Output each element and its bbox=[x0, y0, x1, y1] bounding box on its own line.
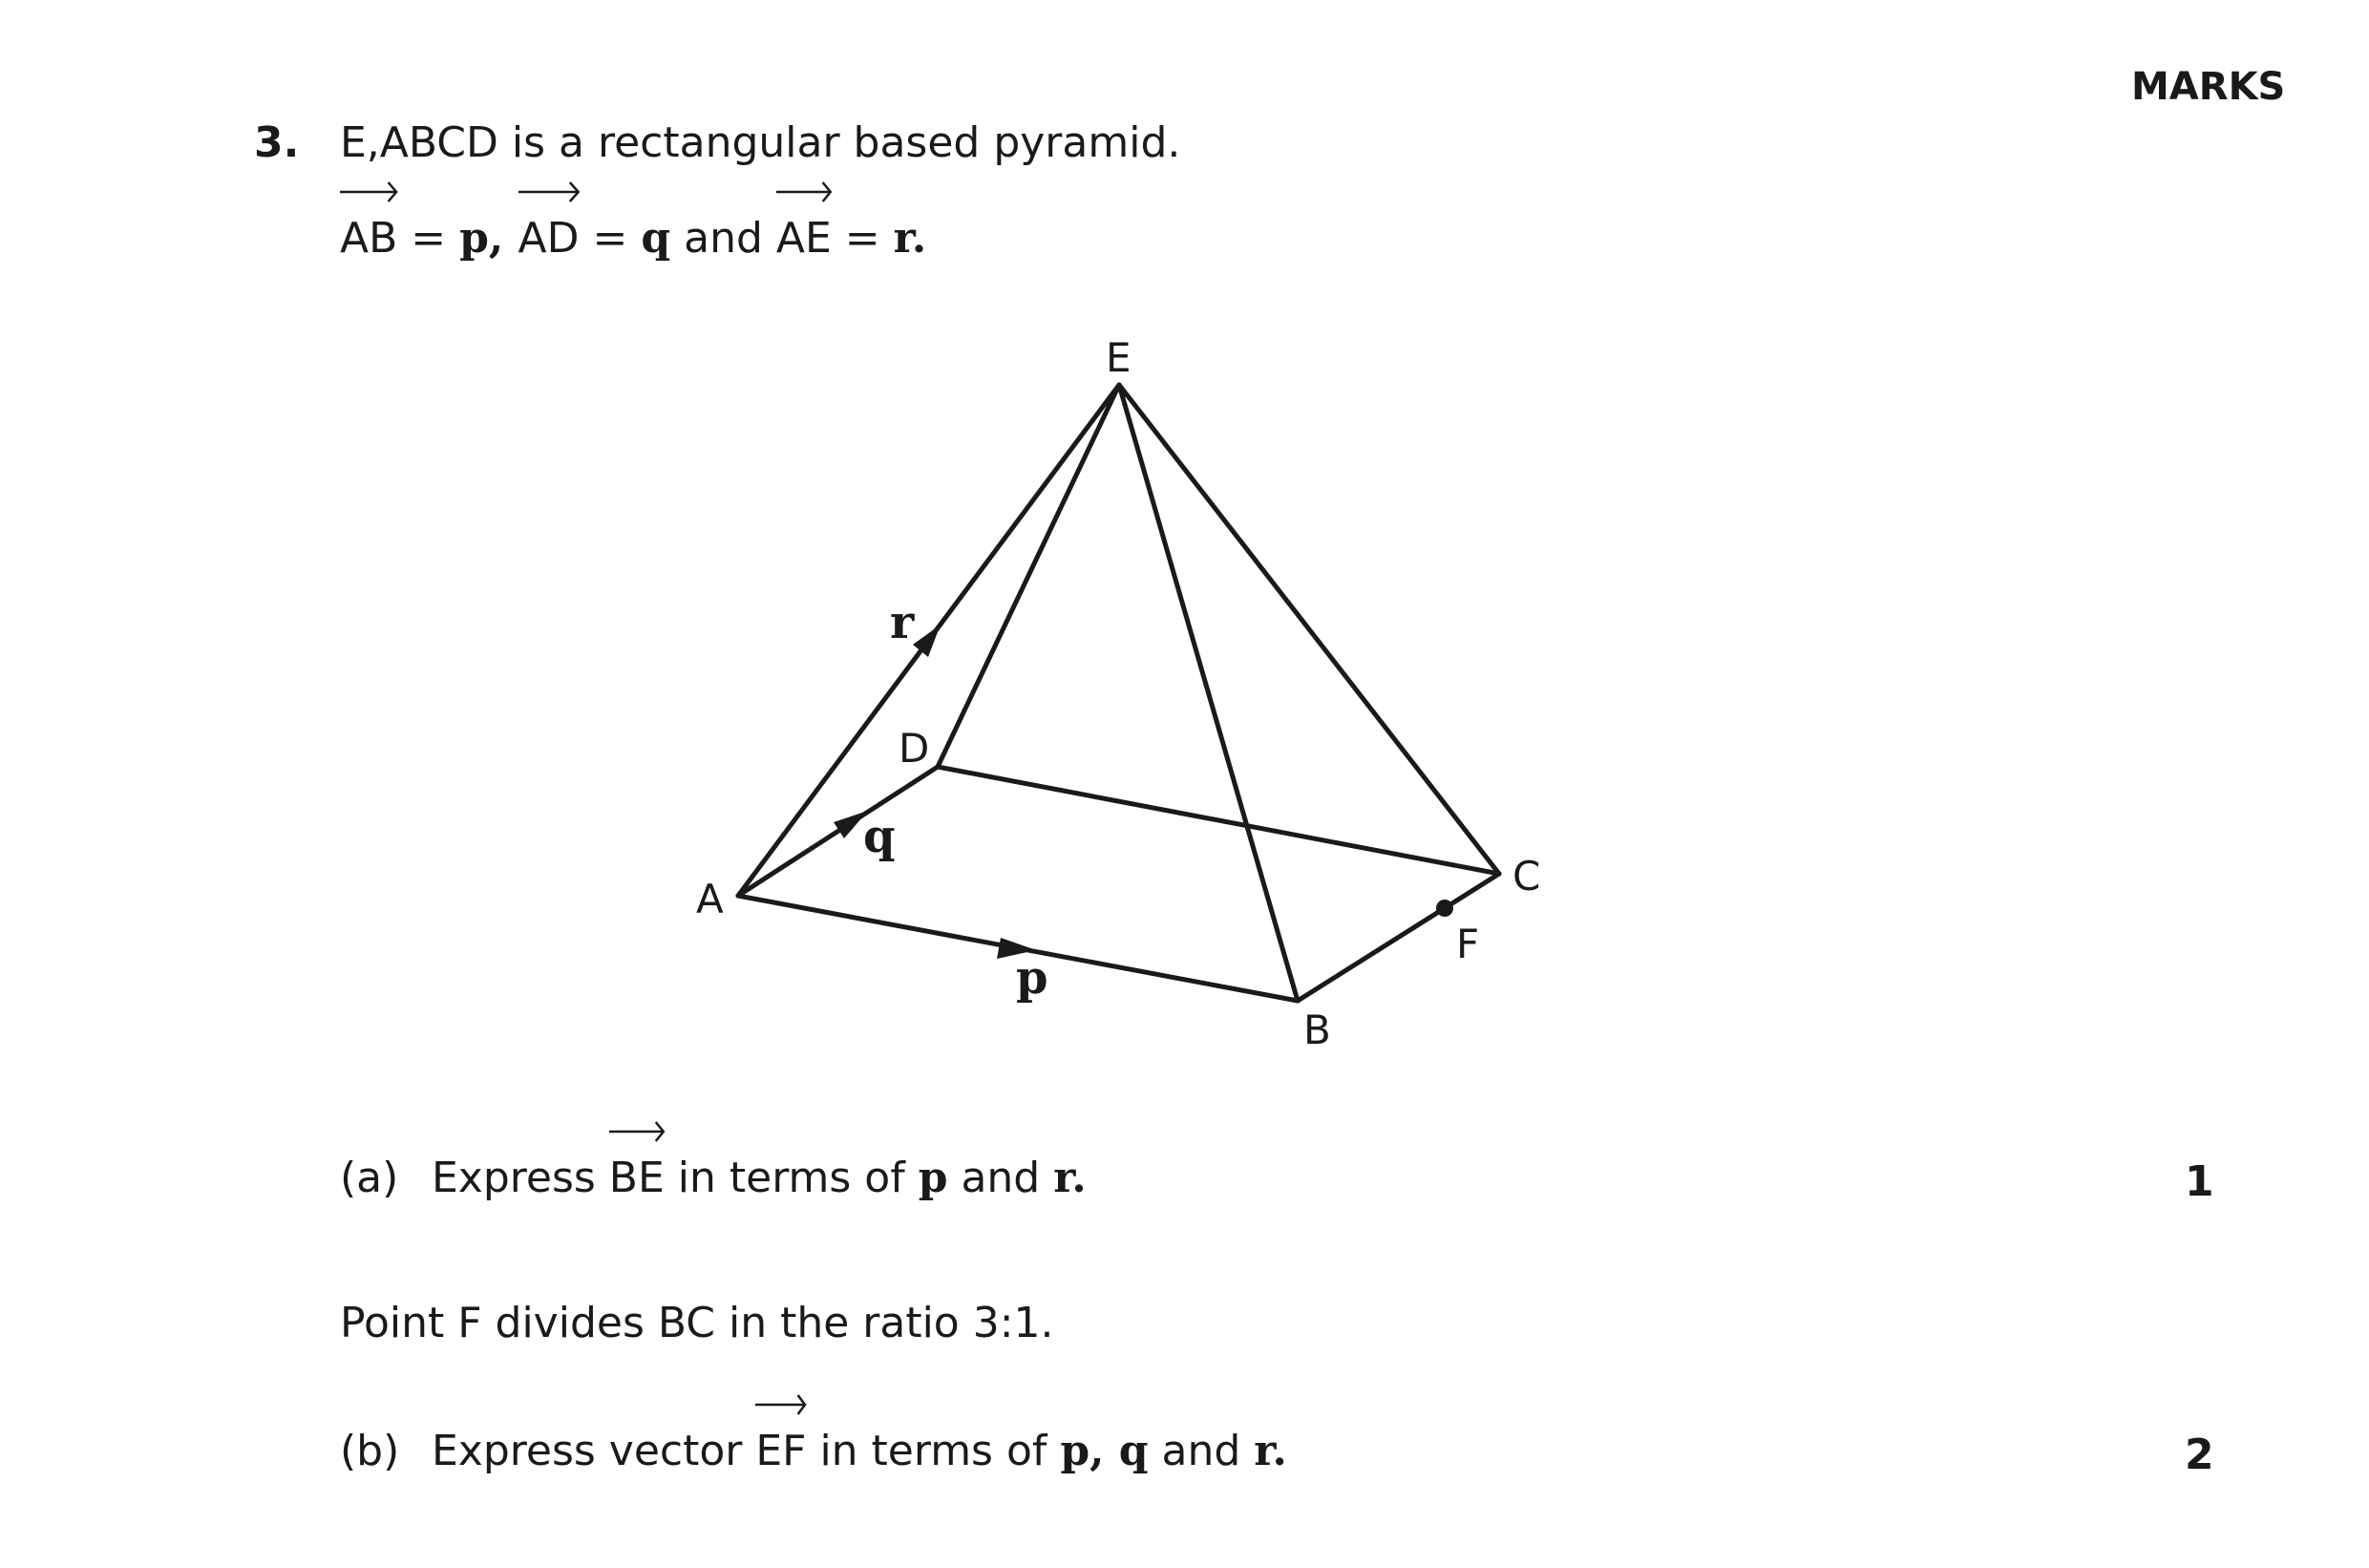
label-q: q bbox=[863, 810, 896, 863]
vector-ae: AE bbox=[776, 218, 832, 260]
symbol-q: q bbox=[1118, 1427, 1149, 1475]
question-intro: E,ABCD is a rectangular based pyramid. bbox=[340, 118, 1181, 167]
marks-header: MARKS bbox=[2131, 65, 2286, 109]
label-r: r bbox=[890, 596, 915, 649]
label-d: D bbox=[899, 725, 930, 772]
part-b-label: (b) bbox=[340, 1427, 400, 1475]
edge-de bbox=[938, 385, 1119, 767]
symbol-p: p bbox=[918, 1154, 948, 1202]
edge-ad bbox=[738, 767, 938, 896]
label-b: B bbox=[1303, 1006, 1331, 1053]
edge-be bbox=[1119, 385, 1298, 1001]
label-p: p bbox=[1016, 951, 1048, 1005]
point-f-dot bbox=[1436, 900, 1453, 917]
label-f: F bbox=[1456, 921, 1480, 967]
vector-ab: AB bbox=[340, 218, 397, 260]
part-a-marks: 1 bbox=[2185, 1157, 2214, 1206]
label-e: E bbox=[1106, 334, 1132, 381]
part-b-question: Express vector EF in terms of p, q and r. bbox=[432, 1430, 1287, 1473]
vector-definitions: AB = p, AD = q and AE = r. bbox=[340, 218, 926, 260]
vector-ef: EF bbox=[755, 1430, 806, 1473]
edge-dc bbox=[938, 767, 1499, 874]
label-c: C bbox=[1512, 853, 1541, 900]
symbol-p: p bbox=[1060, 1427, 1090, 1475]
part-a-label: (a) bbox=[340, 1154, 399, 1202]
label-a: A bbox=[696, 876, 724, 922]
edge-ce bbox=[1119, 385, 1499, 874]
vector-be: BE bbox=[609, 1157, 665, 1199]
point-f-statement: Point F divides BC in the ratio 3:1. bbox=[340, 1299, 1054, 1347]
question-number: 3. bbox=[254, 118, 300, 167]
part-a-question: Express BE in terms of p and r. bbox=[432, 1157, 1087, 1199]
vector-arrow-icon bbox=[609, 1117, 665, 1146]
symbol-r: r bbox=[893, 214, 912, 263]
vector-arrow-icon bbox=[755, 1390, 806, 1419]
symbol-p: p bbox=[459, 214, 489, 263]
symbol-r: r bbox=[1053, 1154, 1072, 1202]
symbol-r: r bbox=[1254, 1427, 1273, 1475]
part-b-marks: 2 bbox=[2185, 1430, 2214, 1479]
symbol-q: q bbox=[641, 214, 671, 263]
vector-ad: AD bbox=[518, 218, 580, 260]
